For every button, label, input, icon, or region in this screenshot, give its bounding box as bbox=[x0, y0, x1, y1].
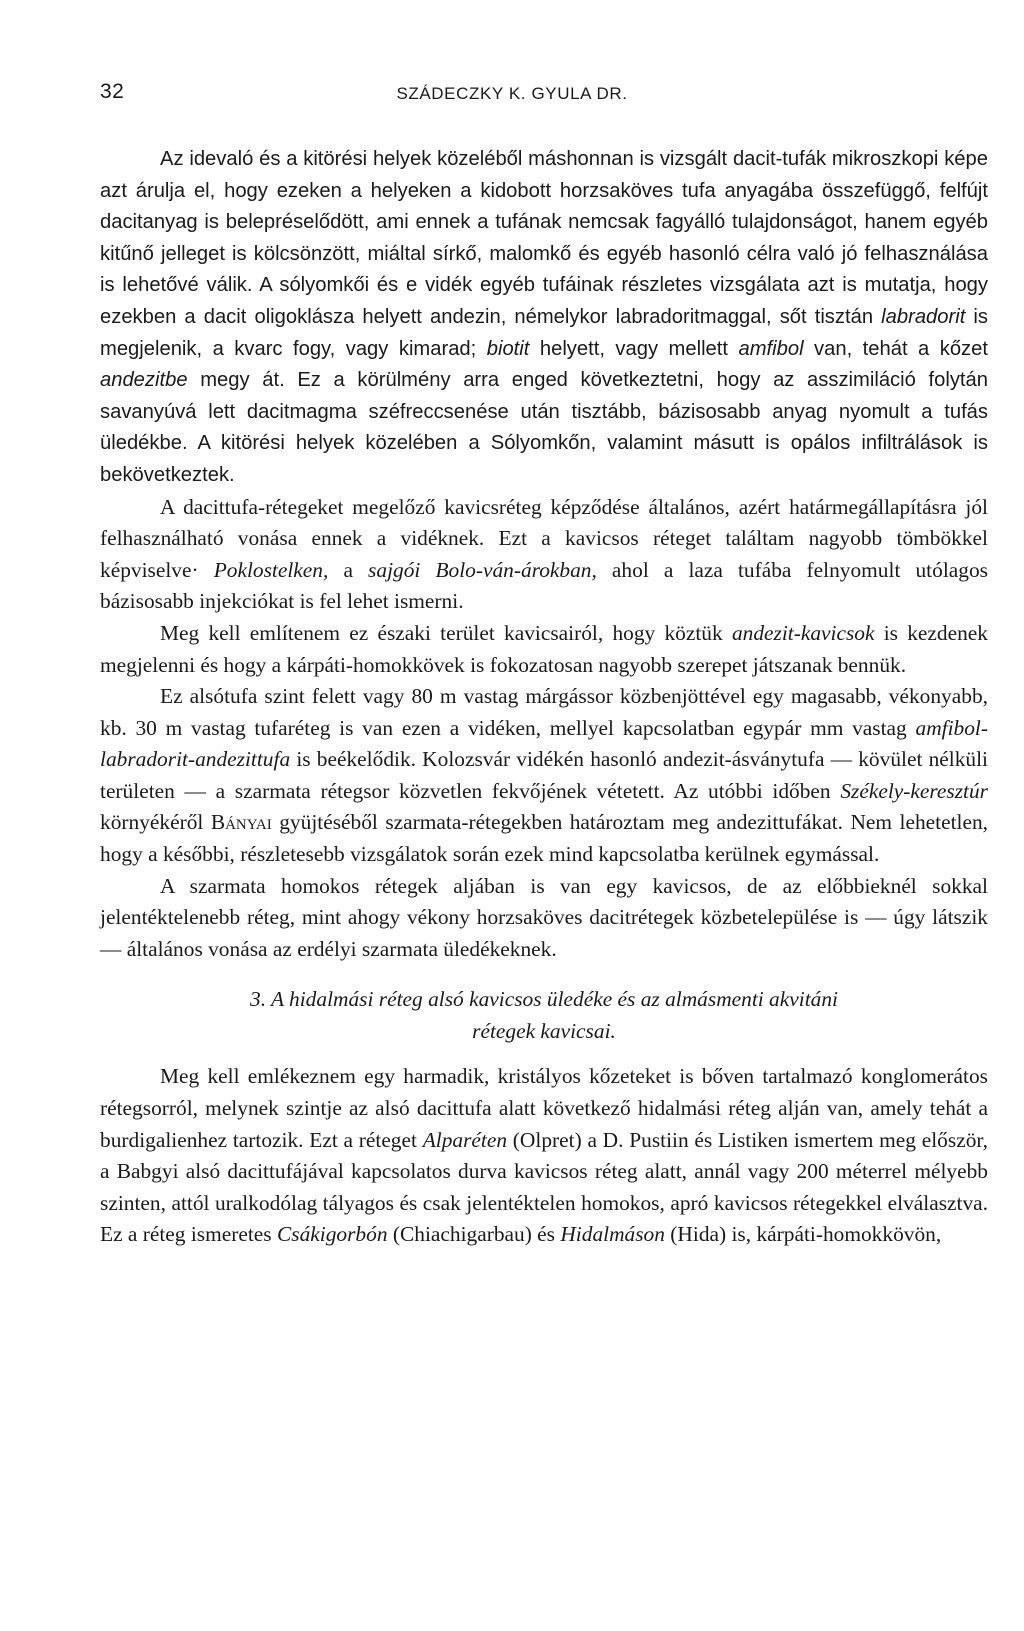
italic-term: Székely-keresztúr bbox=[840, 778, 988, 803]
text-run: is kezdenek megjelenni és hogy a kárpáti-homokkövek is fokozatosan nagyobb szerepet játszanak bennük. bbox=[100, 620, 988, 677]
italic-term: amfibol-labradorit-andezittufa bbox=[100, 715, 988, 772]
text-run: környékéről bbox=[100, 810, 211, 835]
paragraph-5 bbox=[100, 871, 988, 966]
italic-term: amfibol bbox=[738, 337, 804, 360]
text-run: helyett, vagy mellett bbox=[529, 337, 739, 360]
italic-term: Poklostelken, bbox=[213, 557, 329, 582]
text-run: A szarmata homokos rétegek aljában is van egy kavicsos, de az előbbieknél sokkal jelentéktelenebb réteg, mint ahogy vékony horzsaköves dacitrétegek közbetelepülése is — úgy látszik — általános vonása az erdélyi szarmata üledékeknek. bbox=[100, 873, 988, 961]
text-run: Az idevaló és a kitörési helyek közeléből máshonnan is vizsgált dacit-tufák mikroszkopi képe azt árulja el, hogy ezeken a helyeken a kidobott horzsaköves tufa anyagába összefüggő, felfújt dacitanyag is belepréselődött, ami ennek a tufának nemcsak fagyálló tulajdonságot, hanem egyéb kitűnő jelleget is kölcsönzött, miáltal sírkő, malomkő és egyéb hasonló célra való jó felhasználása is lehetővé válik. A sólyomkői és e vidék egyéb tufáinak részletes vizsgálata azt is mutatja, hogy ezekben a dacit oligoklásza helyett andezin, némelykor labradoritmaggal, sőt tisztán bbox=[100, 148, 988, 328]
text-run: is megjelenik, a kvarc fogy, vagy kimarad; bbox=[100, 305, 988, 360]
page-number: 32 bbox=[100, 80, 125, 103]
text-run: Meg kell emlékeznem egy harmadik, kristályos kőzeteket is bőven tartalmazó konglomerátos rétegsorról, melynek szintje az alsó dacittufa alatt következő hidalmási réteg alján van, amely tehát a burdigalienhez tartozik. Ezt a réteget bbox=[100, 1064, 988, 1152]
section-heading-line-2: rétegek kavicsai. bbox=[472, 1019, 616, 1044]
text-run: a bbox=[328, 557, 369, 582]
paragraph-4 bbox=[100, 681, 988, 871]
text-run: is beékelődik. Kolozsvár vidékén hasonló andezit-ásványtufa — kövület nélküli területen — a szarmata rétegsor közvetlen fekvőjének vétetett. Az utóbbi időben bbox=[100, 747, 988, 803]
italic-term: andezitbe bbox=[100, 369, 188, 392]
italic-term: Hidalmáson bbox=[560, 1222, 665, 1247]
body-text bbox=[100, 144, 988, 1251]
paragraph-6 bbox=[100, 1061, 988, 1251]
paragraph-3 bbox=[100, 618, 988, 681]
paragraph-1 bbox=[100, 144, 988, 492]
author-name: Bányai bbox=[210, 810, 272, 835]
italic-term: andezit-kavicsok bbox=[731, 620, 875, 645]
text-run: Meg kell említenem ez északi terület kavicsairól, hogy köztük bbox=[160, 620, 732, 645]
text-run: (Chiachigarbau) és bbox=[387, 1222, 561, 1247]
text-run: (Hida) is, kárpáti-homokkövön, bbox=[664, 1222, 942, 1247]
running-head: SZÁDECZKY K. GYULA DR. bbox=[396, 84, 628, 103]
italic-term: Alparéten bbox=[422, 1127, 508, 1152]
section-heading-line-1: 3. A hidalmási réteg alsó kavicsos üledéke és az almásmenti akvitáni bbox=[250, 987, 838, 1012]
italic-term: sajgói Bolo-ván-árokban, bbox=[368, 557, 597, 582]
text-run: van, tehát a kőzet bbox=[803, 337, 988, 360]
text-run: Ez alsótufa szint felett vagy 80 m vastag márgássor közbenjöttével egy magasabb, vékonyabb, kb. 30 m vastag tufaréteg is van ezen a vidéken, mellyel kapcsolatban egypár mm vastag bbox=[100, 684, 988, 740]
text-run: megy át. Ez a körülmény arra enged következtetni, hogy az asszimiláció folytán savanyúvá lett dacitmagma széfreccsenése után tisztább, bázisosabb anyag nyomult a tufás üledékbe. A kitörési helyek közelében a Sólyomkőn, valamint másutt is opálos infiltrálások is bekövetkeztek. bbox=[100, 369, 988, 486]
text-run: A dacittufa-rétegeket megelőző kavicsréteg képződése általános, azért határmegállapításra jól felhasználható vonása ennek a vidéknek. Ezt a kavicsos réteget találtam nagyobb tömbökkel képviselve· bbox=[100, 494, 988, 582]
italic-term: biotit bbox=[486, 337, 530, 360]
italic-term: labradorit bbox=[881, 305, 966, 328]
section-heading bbox=[100, 983, 988, 1047]
text-run: gyüjtéséből szarmata-rétegekben határoztam meg andezittufákat. Nem lehetetlen, hogy a későbbi, részletesebb vizsgálatok során ezek mind kapcsolatba kerülnek egymással. bbox=[100, 810, 988, 867]
text-run: ahol a laza tufába felnyomult utólagos bázisosabb injekciókat is fel lehet ismerni. bbox=[100, 557, 988, 614]
text-run: (Olpret) a D. Pustiin és Listiken ismertem meg először, a Babgyi alsó dacittufájával kapcsolatos durva kavicsos réteg alatt, annál vagy 200 méterrel mélyebb szinten, attól uralkodólag tályagos és csak jelentéktelen homokos, apró kavicsos rétegekkel elválasztva. Ez a réteg ismeretes bbox=[100, 1127, 989, 1247]
paragraph-2 bbox=[100, 492, 988, 618]
italic-term: Csákigorbón bbox=[276, 1222, 388, 1247]
